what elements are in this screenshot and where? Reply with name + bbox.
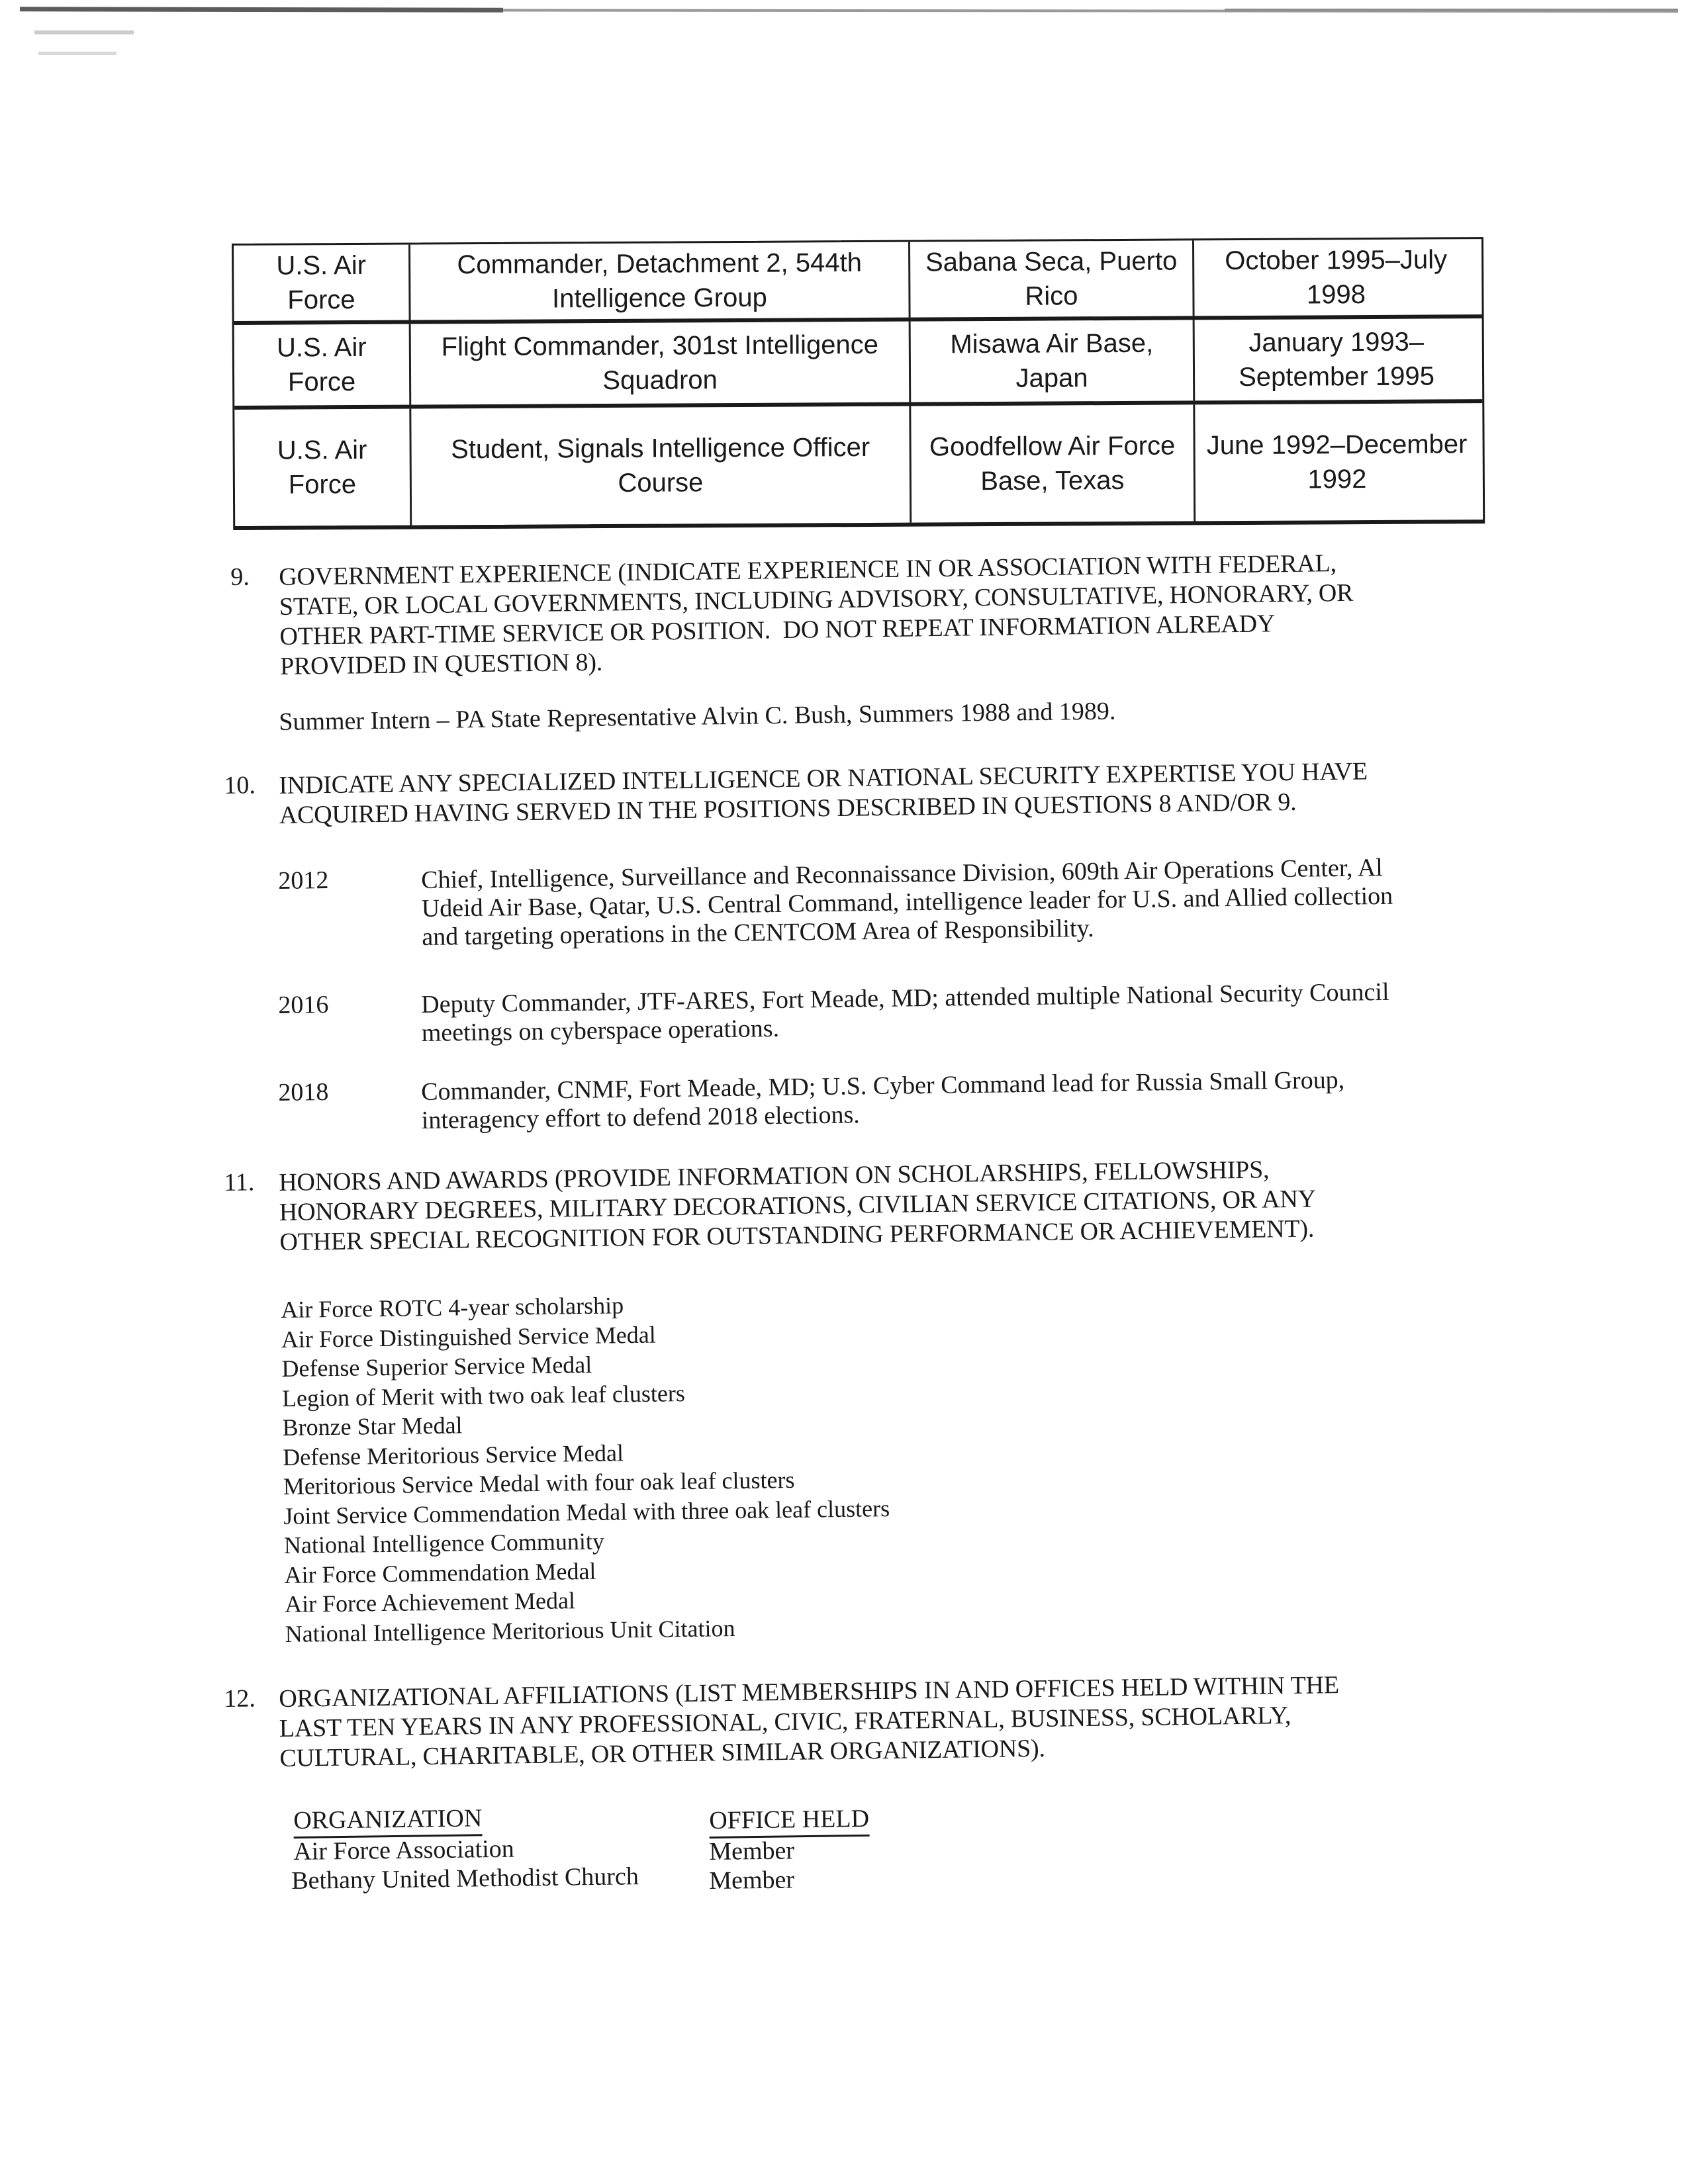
question-9-answer: Summer Intern – PA State Representative Alvin C. Bush, Summers 1988 and 1989. bbox=[279, 697, 1116, 736]
question-10-heading: INDICATE ANY SPECIALIZED INTELLIGENCE OR NATIONAL SECURITY EXPERTISE YOU HAVE ACQUIRED HAVING SERVED IN THE POSITIONS DESCRIBED IN QUESTIONS 8 AND/OR 9. bbox=[279, 757, 1368, 829]
cell-dates: January 1993– September 1995 bbox=[1193, 318, 1479, 400]
awards-list bbox=[281, 1287, 892, 1649]
office-held-value: Member bbox=[709, 1837, 795, 1866]
expertise-entry-year: 2012 bbox=[278, 866, 329, 895]
cell-branch: U.S. Air Force bbox=[277, 435, 367, 500]
question-11-number: 11. bbox=[224, 1168, 255, 1197]
award-item: Air Force Commendation Medal bbox=[284, 1557, 596, 1588]
scan-artifact-line-right bbox=[1225, 9, 1678, 11]
organization-name: Air Force Association bbox=[293, 1835, 515, 1866]
organization-header-label: ORGANIZATION bbox=[293, 1804, 483, 1839]
table-row bbox=[234, 399, 1483, 526]
cell-dates: June 1992–December 1992 bbox=[1193, 403, 1479, 521]
expertise-entry-year: 2018 bbox=[278, 1078, 329, 1107]
award-item: Meritorious Service Medal with four oak leaf clusters bbox=[283, 1466, 795, 1500]
expertise-entry-text: Chief, Intelligence, Surveillance and Reconnaissance Division, 609th Air Operations Center, Al Udeid Air Base, Qatar, U.S. Central Command, intelligence leader for U.S. and Allied collection and targeting operations in the CENTCOM Area of Responsibility. bbox=[421, 853, 1393, 951]
cell-branch: U.S. Air Force bbox=[276, 332, 367, 397]
question-12-heading: ORGANIZATIONAL AFFILIATIONS (LIST MEMBERSHIPS IN AND OFFICES HELD WITHIN THE LAST TEN YEARS IN ANY PROFESSIONAL, CIVIC, FRATERNAL, BUSINESS, SCHOLARLY, CULTURAL, CHARITABLE, OR OTHER SIMILAR ORGANIZATIONS). bbox=[279, 1671, 1340, 1772]
table-row bbox=[234, 239, 1482, 321]
cell-position: Flight Commander, 301st Intelligence Squadron bbox=[409, 322, 910, 405]
organization-name: Bethany United Methodist Church bbox=[291, 1862, 639, 1895]
cell-position: Commander, Detachment 2, 544th Intelligence Group bbox=[408, 242, 909, 320]
question-10-number: 10. bbox=[224, 771, 256, 799]
award-item: National Intelligence Community bbox=[283, 1527, 605, 1559]
office-held-column-header bbox=[709, 1804, 869, 1835]
question-9-heading: GOVERNMENT EXPERIENCE (INDICATE EXPERIENCE IN OR ASSOCIATION WITH FEDERAL, STATE, OR LOCAL GOVERNMENTS, INCLUDING ADVISORY, CONSULTATIVE, HONORARY, OR OTHER PART-TIME SERVICE OR POSITION. DO NOT REPEAT INFORMATION ALREADY PROVIDED IN QUESTION 8). bbox=[279, 549, 1354, 680]
question-12-number: 12. bbox=[224, 1684, 256, 1713]
award-item: Air Force Distinguished Service Medal bbox=[281, 1321, 656, 1353]
cell-location: Sabana Seca, Puerto Rico bbox=[908, 240, 1193, 317]
scan-artifact-line-dark bbox=[20, 7, 503, 13]
award-item: Bronze Star Medal bbox=[282, 1412, 463, 1441]
expertise-entry-text: Commander, CNMF, Fort Meade, MD; U.S. Cyber Command lead for Russia Small Group, interagency effort to defend 2018 elections. bbox=[421, 1066, 1345, 1134]
award-item: Joint Service Commendation Medal with three oak leaf clusters bbox=[283, 1494, 890, 1529]
cell-location: Goodfellow Air Force Base, Texas bbox=[909, 404, 1194, 522]
award-item: Defense Superior Service Medal bbox=[281, 1351, 592, 1382]
award-item: Air Force Achievement Medal bbox=[284, 1587, 576, 1617]
cell-position: Student, Signals Intelligence Officer Course bbox=[409, 406, 910, 525]
award-item: Air Force ROTC 4-year scholarship bbox=[281, 1292, 624, 1323]
cell-dates: October 1995–July 1998 bbox=[1192, 239, 1478, 316]
award-item: National Intelligence Meritorious Unit Citation bbox=[285, 1614, 735, 1647]
award-item: Defense Meritorious Service Medal bbox=[282, 1439, 624, 1471]
service-history-table bbox=[232, 237, 1485, 530]
office-held-value: Member bbox=[709, 1866, 795, 1895]
question-11-heading: HONORS AND AWARDS (PROVIDE INFORMATION ON SCHOLARSHIPS, FELLOWSHIPS, HONORARY DEGREES, MILITARY DECORATIONS, CIVILIAN SERVICE CITATIONS, OR ANY OTHER SPECIAL RECOGNITION FOR OUTSTANDING PERFORMANCE OR ACHIEVEMENT). bbox=[279, 1156, 1317, 1256]
organization-column-header bbox=[293, 1803, 483, 1835]
expertise-entry-year: 2016 bbox=[278, 991, 329, 1019]
cell-location: Misawa Air Base, Japan bbox=[909, 320, 1194, 402]
scan-smudge bbox=[38, 52, 117, 55]
expertise-entry-text: Deputy Commander, JTF-ARES, Fort Meade, MD; attended multiple National Security Council meetings on cyberspace operations. bbox=[421, 978, 1389, 1047]
office-held-header-label: OFFICE HELD bbox=[709, 1805, 869, 1839]
table-row bbox=[234, 314, 1483, 406]
scan-smudge bbox=[34, 30, 134, 34]
cell-branch: U.S. Air Force bbox=[276, 250, 367, 315]
question-9-number: 9. bbox=[230, 563, 250, 591]
award-item: Legion of Merit with two oak leaf clusters bbox=[281, 1379, 686, 1412]
